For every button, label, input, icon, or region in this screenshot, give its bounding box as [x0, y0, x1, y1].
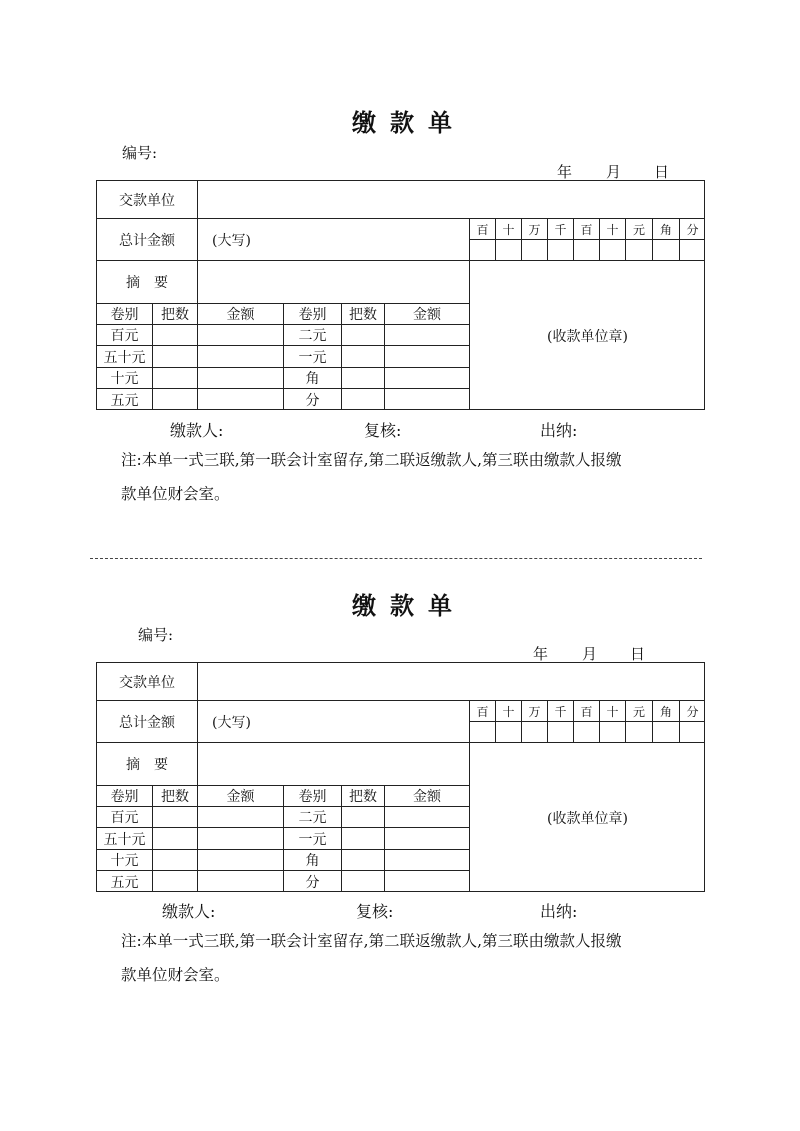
digit-input[interactable] [521, 239, 547, 260]
digit-header: 十 [599, 700, 625, 721]
payment-form-table [96, 662, 705, 892]
denom-amount-input[interactable] [384, 367, 469, 388]
digit-header: 万 [521, 218, 547, 239]
uppercase-amount-field[interactable]: (大写) [197, 700, 469, 742]
payer-unit-label: 交款单位 [96, 662, 197, 700]
payer-signature-label: 缴款人: [170, 421, 224, 440]
digit-input[interactable] [599, 721, 625, 742]
date-year: 年 [557, 163, 573, 181]
digit-header: 万 [521, 700, 547, 721]
reviewer-signature-label: 复核: [364, 421, 402, 440]
denom-label: 五元 [96, 388, 152, 410]
denom-count-input[interactable] [152, 849, 197, 870]
denom-label: 二元 [283, 806, 341, 827]
uppercase-amount-field[interactable]: (大写) [197, 218, 469, 260]
denom-count-input[interactable] [341, 367, 384, 388]
denom-count-header: 把数 [152, 303, 197, 324]
denom-amount-input[interactable] [384, 324, 469, 345]
denom-label: 五十元 [96, 827, 152, 849]
denom-count-input[interactable] [152, 388, 197, 410]
denom-count-input[interactable] [341, 849, 384, 870]
denom-amount-input[interactable] [384, 870, 469, 892]
denom-label: 角 [283, 849, 341, 870]
denom-amount-header: 金额 [384, 785, 469, 806]
date-day: 日 [654, 163, 670, 181]
denom-label: 二元 [283, 324, 341, 345]
denom-type-header: 卷别 [96, 785, 152, 806]
digit-header: 百 [573, 700, 599, 721]
denom-count-input[interactable] [341, 806, 384, 827]
denom-amount-input[interactable] [197, 870, 283, 892]
form-note [121, 443, 721, 511]
denom-type-header: 卷别 [96, 303, 152, 324]
date-year: 年 [533, 645, 549, 663]
note-line-2: 款单位财会室。 [121, 966, 230, 984]
denom-count-input[interactable] [341, 827, 384, 849]
number-label: 编号: [122, 144, 158, 162]
digit-header: 十 [599, 218, 625, 239]
summary-label: 摘 要 [96, 260, 197, 303]
denom-amount-input[interactable] [384, 388, 469, 410]
denom-amount-header: 金额 [197, 785, 283, 806]
receiving-unit-stamp: (收款单位章) [469, 260, 705, 410]
digit-input[interactable] [573, 721, 599, 742]
payer-signature-label: 缴款人: [162, 902, 216, 921]
denom-count-input[interactable] [152, 827, 197, 849]
payer-unit-label: 交款单位 [96, 180, 197, 218]
denom-label: 十元 [96, 367, 152, 388]
digit-input[interactable] [679, 239, 705, 260]
digit-input[interactable] [521, 721, 547, 742]
cut-line-divider [90, 558, 702, 559]
digit-header: 角 [652, 700, 679, 721]
digit-input[interactable] [495, 721, 521, 742]
denom-count-header: 把数 [152, 785, 197, 806]
digit-header: 元 [625, 218, 652, 239]
digit-input[interactable] [679, 721, 705, 742]
total-amount-label: 总计金额 [96, 700, 197, 742]
number-label: 编号: [138, 626, 174, 644]
denom-amount-input[interactable] [197, 849, 283, 870]
denom-amount-header: 金额 [384, 303, 469, 324]
digit-input[interactable] [495, 239, 521, 260]
digit-header: 百 [469, 218, 495, 239]
denom-amount-input[interactable] [197, 388, 283, 410]
digit-header: 千 [547, 700, 573, 721]
digit-header: 分 [679, 700, 705, 721]
digit-input[interactable] [625, 239, 652, 260]
denom-label: 分 [283, 388, 341, 410]
denom-count-input[interactable] [152, 806, 197, 827]
digit-header: 角 [652, 218, 679, 239]
digit-header: 千 [547, 218, 573, 239]
digit-header: 百 [573, 218, 599, 239]
payment-form-table [96, 180, 705, 410]
summary-field[interactable] [197, 260, 469, 303]
denom-label: 五元 [96, 870, 152, 892]
denom-count-input[interactable] [341, 324, 384, 345]
denom-count-input[interactable] [152, 870, 197, 892]
cashier-signature-label: 出纳: [540, 421, 578, 440]
date-month: 月 [606, 163, 622, 181]
form-title: 缴款单 [352, 108, 466, 137]
digit-input[interactable] [547, 239, 573, 260]
denom-label: 百元 [96, 806, 152, 827]
denom-label: 角 [283, 367, 341, 388]
digit-input[interactable] [652, 721, 679, 742]
denom-amount-input[interactable] [384, 849, 469, 870]
digit-input[interactable] [547, 721, 573, 742]
digit-header: 百 [469, 700, 495, 721]
denom-amount-input[interactable] [197, 827, 283, 849]
denom-count-header: 把数 [341, 303, 384, 324]
denom-amount-input[interactable] [384, 827, 469, 849]
form-note [121, 924, 721, 992]
denom-label: 百元 [96, 324, 152, 345]
note-line-1: 注:本单一式三联,第一联会计室留存,第二联返缴款人,第三联由缴款人报缴 [121, 932, 622, 950]
denom-count-input[interactable] [152, 324, 197, 345]
denom-count-input[interactable] [341, 870, 384, 892]
digit-header: 元 [625, 700, 652, 721]
denom-count-input[interactable] [152, 367, 197, 388]
denom-count-input[interactable] [341, 388, 384, 410]
digit-input[interactable] [573, 239, 599, 260]
digit-input[interactable] [599, 239, 625, 260]
denom-count-input[interactable] [341, 345, 384, 367]
denom-type-header: 卷别 [283, 303, 341, 324]
summary-label: 摘 要 [96, 742, 197, 785]
digit-header: 分 [679, 218, 705, 239]
digit-header: 十 [495, 700, 521, 721]
receiving-unit-stamp: (收款单位章) [469, 742, 705, 892]
date-month: 月 [582, 645, 598, 663]
denom-amount-input[interactable] [197, 324, 283, 345]
denom-label: 一元 [283, 345, 341, 367]
note-line-1: 注:本单一式三联,第一联会计室留存,第二联返缴款人,第三联由缴款人报缴 [121, 451, 622, 469]
digit-header: 十 [495, 218, 521, 239]
digit-input[interactable] [625, 721, 652, 742]
denom-amount-input[interactable] [384, 345, 469, 367]
reviewer-signature-label: 复核: [356, 902, 394, 921]
digit-input[interactable] [652, 239, 679, 260]
denom-label: 一元 [283, 827, 341, 849]
denom-type-header: 卷别 [283, 785, 341, 806]
digit-input[interactable] [469, 721, 495, 742]
denom-label: 十元 [96, 849, 152, 870]
payer-unit-field[interactable] [197, 662, 705, 700]
denom-amount-input[interactable] [197, 367, 283, 388]
denom-amount-input[interactable] [384, 806, 469, 827]
summary-field[interactable] [197, 742, 469, 785]
date-day: 日 [630, 645, 646, 663]
denom-count-header: 把数 [341, 785, 384, 806]
cashier-signature-label: 出纳: [540, 902, 578, 921]
denom-amount-input[interactable] [197, 806, 283, 827]
denom-amount-header: 金额 [197, 303, 283, 324]
total-amount-label: 总计金额 [96, 218, 197, 260]
payer-unit-field[interactable] [197, 180, 705, 218]
note-line-2: 款单位财会室。 [121, 485, 230, 503]
form-title: 缴款单 [352, 591, 466, 620]
denom-count-input[interactable] [152, 345, 197, 367]
denom-label: 分 [283, 870, 341, 892]
denom-label: 五十元 [96, 345, 152, 367]
digit-input[interactable] [469, 239, 495, 260]
denom-amount-input[interactable] [197, 345, 283, 367]
